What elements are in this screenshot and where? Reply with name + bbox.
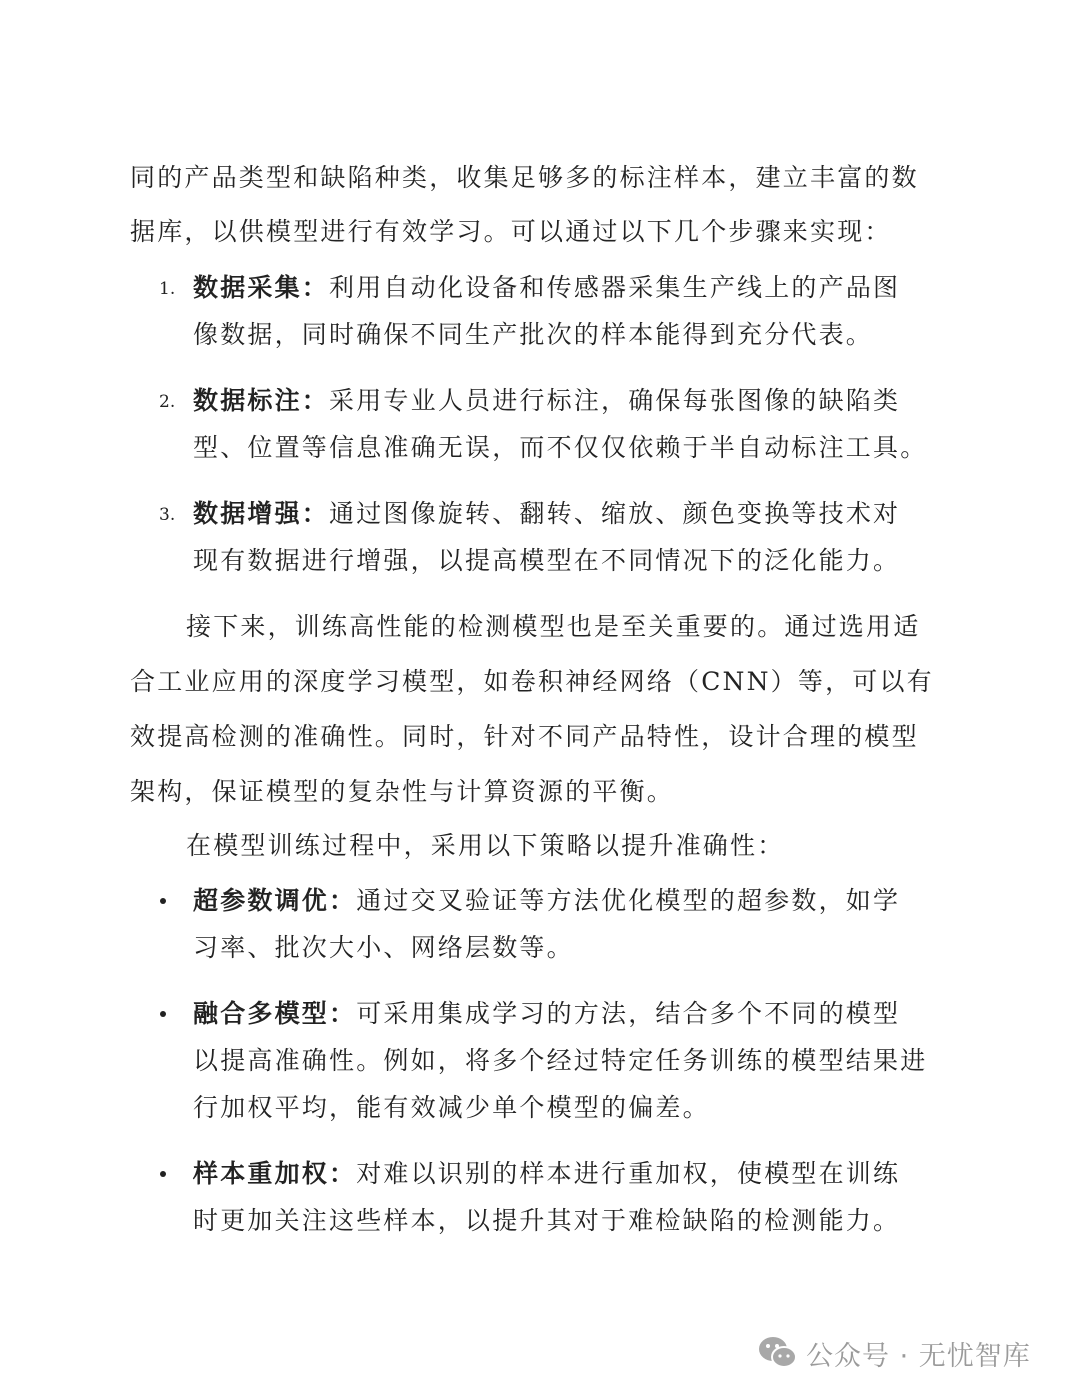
wechat-icon: [758, 1335, 798, 1371]
body-paragraph: [130, 599, 960, 819]
item-text: 以提高准确性。例如，将多个经过特定任务训练的模型结果进: [193, 1046, 928, 1075]
text-line: 架构，保证模型的复杂性与计算资源的平衡。: [130, 777, 675, 806]
text-line: 据库，以供模型进行有效学习。可以通过以下几个步骤来实现：: [130, 217, 892, 246]
text-line: 在模型训练过程中，采用以下策略以提升准确性：: [186, 831, 785, 860]
list-item: [193, 1150, 973, 1244]
item-label: 数据标注：: [193, 386, 330, 415]
item-label: 数据采集：: [193, 273, 330, 302]
item-label: 样本重加权：: [193, 1159, 357, 1188]
item-text: 时更加关注这些样本，以提升其对于难检缺陷的检测能力。: [193, 1206, 901, 1235]
item-text: 习率、批次大小、网络层数等。: [193, 933, 574, 962]
item-label: 超参数调优：: [193, 886, 357, 915]
body-paragraph: [130, 819, 960, 873]
item-text: 行加权平均，能有效减少单个模型的偏差。: [193, 1093, 710, 1122]
list-item: [193, 990, 973, 1131]
bullet-icon: [160, 898, 166, 904]
list-item: [159, 377, 973, 471]
item-text: 通过交叉验证等方法优化模型的超参数，如学: [356, 886, 901, 915]
list-item: [159, 264, 973, 358]
item-text: 通过图像旋转、翻转、缩放、颜色变换等技术对: [329, 499, 901, 528]
item-text: 采用专业人员进行标注，确保每张图像的缺陷类: [329, 386, 901, 415]
bullet-icon: [160, 1011, 166, 1017]
text-line: 接下来，训练高性能的检测模型也是至关重要的。通过选用适: [186, 612, 921, 641]
item-text: 利用自动化设备和传感器采集生产线上的产品图: [329, 273, 901, 302]
item-label: 数据增强：: [193, 499, 330, 528]
watermark-text: 公众号 · 无忧智库: [806, 1340, 1031, 1372]
list-item: [193, 877, 973, 971]
item-text: 对难以识别的样本进行重加权，使模型在训练: [356, 1159, 901, 1188]
text-line: 效提高检测的准确性。同时，针对不同产品特性，设计合理的模型: [130, 722, 919, 751]
list-number: 1.: [159, 279, 176, 299]
item-text: 型、位置等信息准确无误，而不仅仅依赖于半自动标注工具。: [193, 433, 928, 462]
item-text: 像数据，同时确保不同生产批次的样本能得到充分代表。: [193, 320, 874, 349]
list-number: 2.: [159, 392, 176, 412]
watermark: [758, 1332, 1031, 1374]
item-text: 现有数据进行增强，以提高模型在不同情况下的泛化能力。: [193, 546, 901, 575]
item-label: 融合多模型：: [193, 999, 357, 1028]
text-line: 同的产品类型和缺陷种类，收集足够多的标注样本，建立丰富的数: [130, 163, 919, 192]
item-text: 可采用集成学习的方法，结合多个不同的模型: [356, 999, 901, 1028]
text-line: 合工业应用的深度学习模型，如卷积神经网络（CNN）等，可以有: [130, 667, 934, 696]
bullet-icon: [160, 1171, 166, 1177]
list-item: [159, 490, 973, 584]
list-number: 3.: [159, 505, 176, 525]
intro-paragraph: [130, 151, 960, 259]
